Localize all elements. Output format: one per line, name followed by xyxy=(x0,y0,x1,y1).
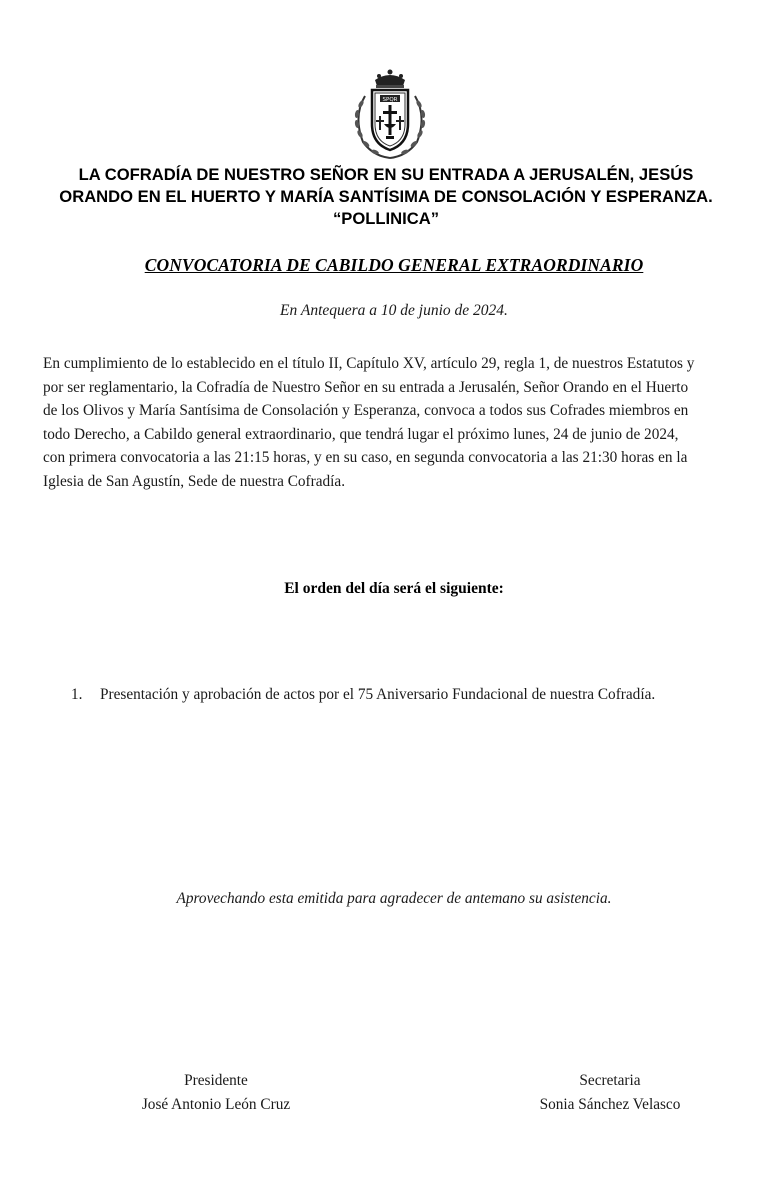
crest-inscription: SPQR xyxy=(382,97,398,103)
brotherhood-heading xyxy=(30,164,742,230)
body-line: por ser reglamentario, la Cofradía de Nuestro Señor en su entrada a Jerusalén, Señor Orando en el Huerto xyxy=(43,378,689,396)
agenda-item-number: 1. xyxy=(71,686,83,703)
signature-secretary xyxy=(510,1069,710,1117)
agenda-heading: El orden del día será el siguiente: xyxy=(284,580,504,597)
body-line: Iglesia de San Agustín, Sede de nuestra Cofradía. xyxy=(43,472,346,490)
closing-line: Aprovechando esta emitida para agradecer de antemano su asistencia. xyxy=(176,890,612,907)
agenda-item-text: Presentación y aprobación de actos por el 75 Aniversario Fundacional de nuestra Cofradía. xyxy=(100,686,656,703)
body-line: de los Olivos y María Santísima de Consolación y Esperanza, convoca a todos sus Cofrades miembros en xyxy=(43,402,689,420)
date-line: En Antequera a 10 de junio de 2024. xyxy=(280,302,508,319)
coat-of-arms-icon xyxy=(345,66,435,160)
body-line: con primera convocatoria a las 21:15 horas, y en su caso, en segunda convocatoria a las 21:30 horas en la xyxy=(43,449,688,467)
body-line: todo Derecho, a Cabildo general extraordinario, que tendrá lugar el próximo lunes, 24 de junio de 2024, xyxy=(43,425,679,443)
brotherhood-crest xyxy=(345,66,435,160)
heading-line-2: ORANDO EN EL HUERTO Y MARÍA SANTÍSIMA DE CONSOLACIÓN Y ESPERANZA. xyxy=(59,187,713,206)
body-paragraph xyxy=(43,352,763,494)
signature-role: Presidente xyxy=(184,1072,248,1089)
document-title: CONVOCATORIA DE CABILDO GENERAL EXTRAORDINARIO xyxy=(144,255,644,275)
heading-line-1: LA COFRADÍA DE NUESTRO SEÑOR EN SU ENTRADA A JERUSALÉN, JESÚS xyxy=(78,165,694,184)
signature-name: Sonia Sánchez Velasco xyxy=(539,1096,681,1113)
signature-name: José Antonio León Cruz xyxy=(141,1096,291,1113)
signature-role: Secretaria xyxy=(579,1072,641,1089)
body-line: En cumplimiento de lo establecido en el título II, Capítulo XV, artículo 29, regla 1, de nuestros Estatutos y xyxy=(43,355,695,372)
heading-line-3: “POLLINICA” xyxy=(332,209,439,228)
agenda-item xyxy=(71,686,761,704)
signature-president xyxy=(116,1069,316,1117)
